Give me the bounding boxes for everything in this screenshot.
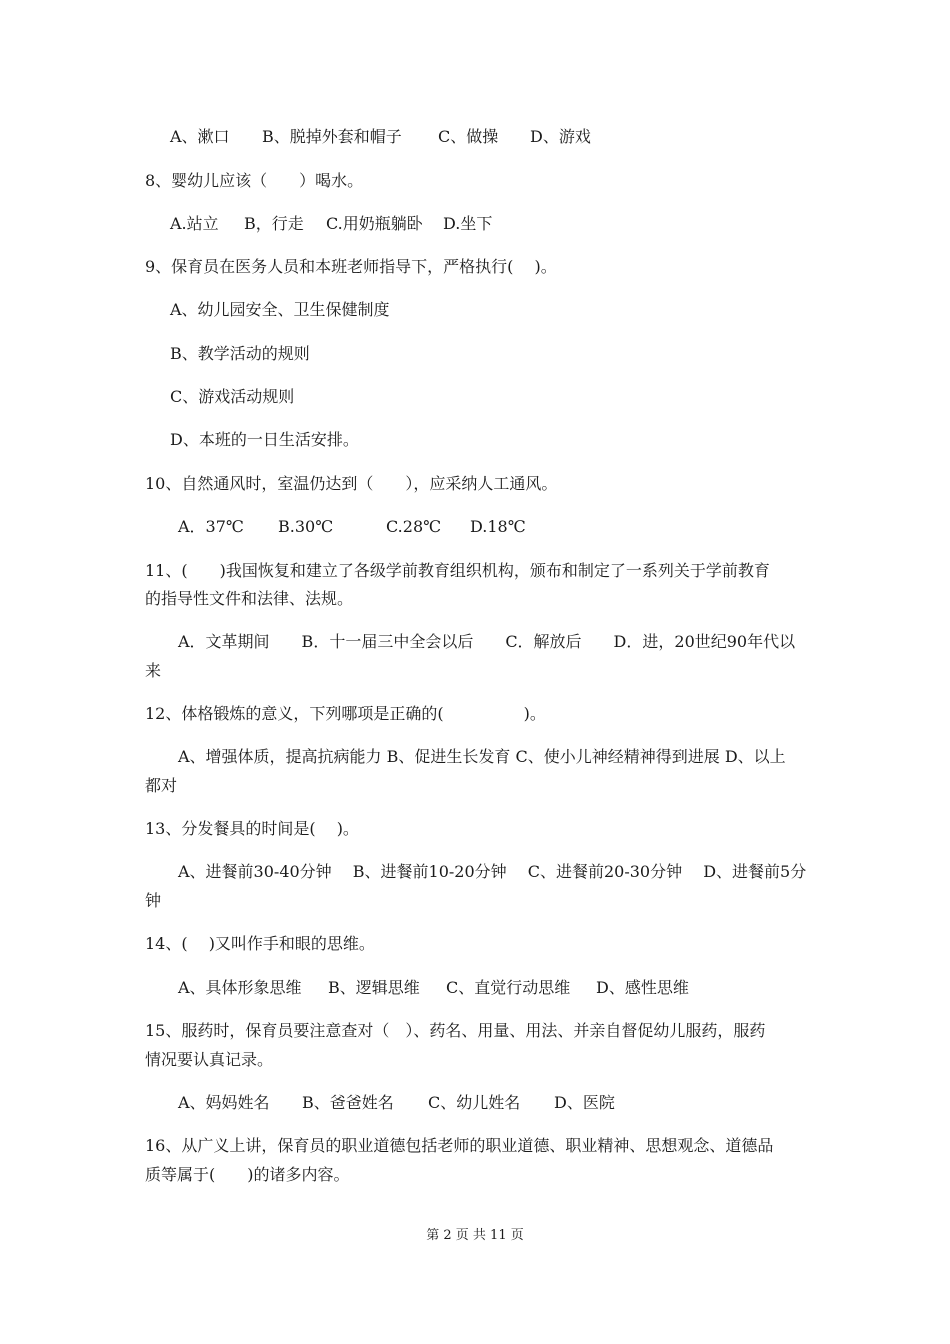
q9-option-c: C、游戏活动规则 xyxy=(170,387,295,406)
q15-option-a: A、妈妈姓名 xyxy=(178,1093,270,1112)
q15-options xyxy=(178,1088,848,1117)
q7-option-c: C、做操 xyxy=(438,127,499,146)
q14-option-c: C、直觉行动思维 xyxy=(446,978,571,997)
q15-stem-line2: 情况要认真记录。 xyxy=(145,1050,274,1069)
q10-option-d: D.18℃ xyxy=(470,517,526,536)
q14-options xyxy=(178,973,848,1002)
q12-stem: 12、体格锻炼的意义，下列哪项是正确的( )。 xyxy=(145,704,546,723)
q13-options-line1: A、进餐前30-40分钟 B、进餐前10-20分钟 C、进餐前20-30分钟 D、进餐前5分 xyxy=(178,862,807,881)
q7-options xyxy=(170,122,840,151)
q13-stem: 13、分发餐具的时间是( )。 xyxy=(145,819,359,838)
q8-options xyxy=(170,209,840,238)
q9-option-a: A、幼儿园安全、卫生保健制度 xyxy=(170,300,390,319)
q15-option-d: D、医院 xyxy=(554,1093,615,1112)
q16-stem-line2: 质等属于( )的诸多内容。 xyxy=(145,1165,350,1184)
q10-option-b: B.30℃ xyxy=(278,517,334,536)
q8-option-c: C.用奶瓶躺卧 xyxy=(326,214,423,233)
q10-option-c: C.28℃ xyxy=(386,517,442,536)
q10-option-a: A．37℃ xyxy=(178,517,244,536)
q7-option-d: D、游戏 xyxy=(530,127,591,146)
q7-option-b: B、脱掉外套和帽子 xyxy=(262,127,402,146)
q11-options-line1: A．文革期间 B．十一届三中全会以后 C．解放后 D．进，20世纪90年代以 xyxy=(178,632,796,651)
q10-stem: 10、自然通风时，室温仍达到（ ），应采纳人工通风。 xyxy=(145,474,558,493)
q16-stem-line1: 16、从广义上讲，保育员的职业道德包括老师的职业道德、职业精神、思想观念、道德品 xyxy=(145,1136,774,1155)
q14-stem: 14、( )又叫作手和眼的思维。 xyxy=(145,934,375,953)
q11-options-line2: 来 xyxy=(145,661,162,680)
q8-stem: 8、婴幼儿应该（ ）喝水。 xyxy=(145,171,364,190)
q11-stem-line1: 11、( )我国恢复和建立了各级学前教育组织机构，颁布和制定了一系列关于学前教育 xyxy=(145,561,770,580)
q12-options-line2: 都对 xyxy=(145,776,178,795)
q9-option-d: D、本班的一日生活安排。 xyxy=(170,430,359,449)
q14-option-b: B、逻辑思维 xyxy=(328,978,420,997)
q7-option-a: A、漱口 xyxy=(170,127,230,146)
q14-option-a: A、具体形象思维 xyxy=(178,978,302,997)
q10-options xyxy=(178,512,848,541)
q8-option-a: A.站立 xyxy=(170,214,219,233)
q13-options-line2: 钟 xyxy=(145,891,162,910)
q9-option-b: B、教学活动的规则 xyxy=(170,344,310,363)
q14-option-d: D、感性思维 xyxy=(596,978,689,997)
q8-option-b: B，行走 xyxy=(244,214,304,233)
q8-option-d: D.坐下 xyxy=(443,214,493,233)
q11-stem-line2: 的指导性文件和法律、法规。 xyxy=(145,589,354,608)
q15-option-c: C、幼儿姓名 xyxy=(428,1093,521,1112)
page-number-footer: 第 2 页 共 11 页 xyxy=(426,1228,524,1243)
q12-options-line1: A、增强体质，提高抗病能力 B、促进生长发育 C、使小儿神经精神得到进展 D、以上 xyxy=(178,747,786,766)
q15-stem-line1: 15、服药时，保育员要注意查对（ ）、药名、用量、用法、并亲自督促幼儿服药，服药 xyxy=(145,1021,766,1040)
q9-stem: 9、保育员在医务人员和本班老师指导下，严格执行( )。 xyxy=(145,257,557,276)
q15-option-b: B、爸爸姓名 xyxy=(302,1093,394,1112)
